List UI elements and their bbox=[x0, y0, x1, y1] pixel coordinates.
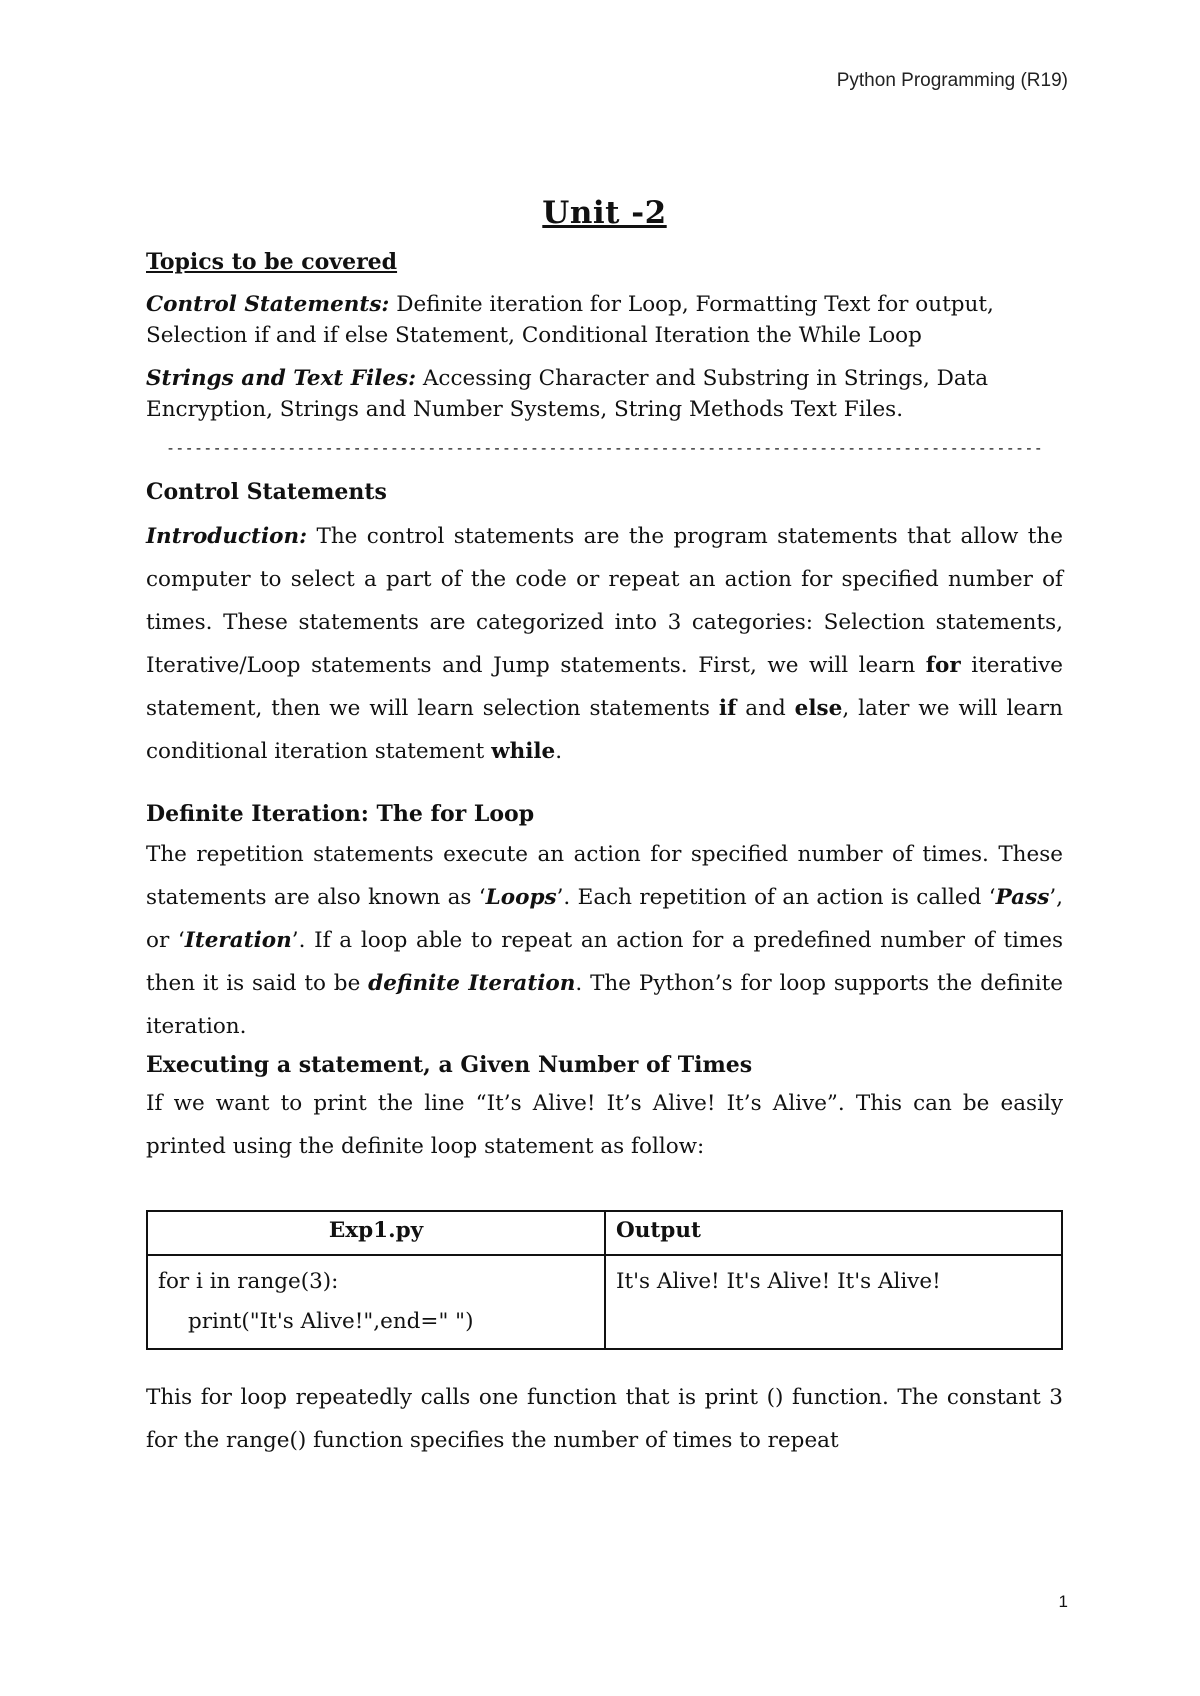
document-body bbox=[146, 195, 1063, 1462]
table-header-row bbox=[147, 1211, 1062, 1255]
keyword-for: for bbox=[925, 653, 961, 678]
term-loops: Loops bbox=[485, 885, 557, 910]
term-pass: Pass bbox=[995, 885, 1050, 910]
output-cell: It's Alive! It's Alive! It's Alive! bbox=[605, 1255, 1062, 1349]
page-header: Python Programming (R19) bbox=[836, 70, 1068, 91]
section-heading-executing: Executing a statement, a Given Number of Times bbox=[146, 1052, 753, 1078]
separator-line: ---------------------------------------------------------------------------------------------- bbox=[165, 439, 1044, 457]
code-line: print("It's Alive!",end=" ") bbox=[188, 1309, 474, 1334]
section-heading-definite-iteration: Definite Iteration: The for Loop bbox=[146, 801, 535, 827]
intro-paragraph: Introduction: The control statements are the program statements that allow the computer to select a part of the code or repeat an action for specified number of times. These statements are categorized into 3 categories: Selection statements, Iterative/Loop statements and Jump statements. First, we will learn for iterative statement, then we will learn selection statements if and else, later we will learn conditional iteration statement while. bbox=[146, 524, 1063, 764]
code-line: for i in range(3): bbox=[158, 1269, 339, 1294]
section-heading-control-statements: Control Statements bbox=[146, 479, 387, 505]
term-definite-iteration: definite Iteration bbox=[368, 971, 576, 996]
term-iteration: Iteration bbox=[184, 928, 292, 953]
after-table-paragraph: This for loop repeatedly calls one function that is print () function. The constant 3 for the range() function specifies the number of times to repeat bbox=[146, 1385, 1063, 1453]
keyword-while: while bbox=[491, 739, 556, 764]
topic-label: Strings and Text Files: bbox=[146, 366, 417, 391]
topic-label: Control Statements: bbox=[146, 292, 390, 317]
topics-heading: Topics to be covered bbox=[146, 249, 398, 275]
spacer bbox=[146, 773, 1063, 801]
intro-label: Introduction: bbox=[146, 524, 308, 549]
page-title: Unit -2 bbox=[542, 195, 667, 231]
topic-text: Definite iteration for Loop, Formatting Text for output, Selection if and if else Statement, Conditional Iteration the While Loop bbox=[146, 292, 994, 348]
keyword-else: else bbox=[794, 696, 843, 721]
page-number: 1 bbox=[1058, 1592, 1068, 1611]
table-row bbox=[147, 1255, 1062, 1349]
code-example-table bbox=[146, 1210, 1063, 1350]
topic-text: Accessing Character and Substring in Strings, Data Encryption, Strings and Number Systems, String Methods Text Files. bbox=[146, 366, 989, 422]
column-header-output: Output bbox=[605, 1211, 1062, 1255]
code-cell bbox=[147, 1255, 605, 1349]
definite-paragraph: The repetition statements execute an action for specified number of times. These statements are also known as ‘Loops’. Each repetition of an action is called ‘Pass’, or ‘Iteration’. If a loop able to repeat an action for a predefined number of times then it is said to be definite Iteration. The Python’s for loop supports the definite iteration. bbox=[146, 842, 1064, 1039]
topic-control-statements bbox=[146, 289, 1063, 351]
keyword-if: if bbox=[718, 696, 737, 721]
topic-strings-text-files bbox=[146, 363, 1063, 425]
executing-paragraph: If we want to print the line “It’s Alive! It’s Alive! It’s Alive”. This can be easily printed using the definite loop statement as follow: bbox=[146, 1091, 1063, 1159]
column-header-code: Exp1.py bbox=[147, 1211, 605, 1255]
